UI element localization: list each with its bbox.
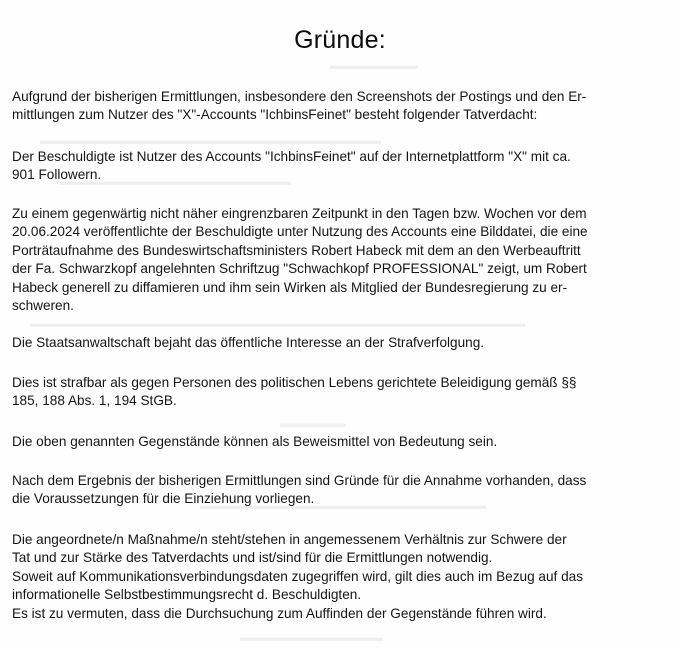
paragraph-beweismittel [12,433,672,451]
text-line: Porträtaufnahme des Bundeswirtschaftsministers Robert Habeck mit dem an den Werbeauftritt [12,242,581,258]
bleed-through-mark: ▬▬▬▬▬▬▬▬▬▬▬▬▬▬▬▬▬▬▬▬▬ [60,176,291,188]
text-line: Aufgrund der bisherigen Ermittlungen, insbesondere den Screenshots der Postings und den Er- [12,89,587,104]
paragraph-account [12,148,672,185]
text-line: 901 Followern. [12,167,102,183]
bleed-through-mark: ▬▬▬▬▬▬▬▬▬▬▬▬▬▬▬▬▬▬▬▬▬▬▬▬▬▬ [200,500,486,512]
text-line: die Voraussetzungen für die Einziehung vorliegen. [12,491,315,507]
text-line: Der Beschuldigte ist Nutzer des Accounts "IchbinsFeinet" auf der Internetplattform "X" mit ca. [12,149,571,164]
bleed-through-mark: ▬▬▬▬▬▬▬▬▬▬▬▬▬ [240,632,383,644]
paragraph-oeffentliches-interesse [12,334,672,352]
text-line: Tat und zur Stärke des Tatverdachts und ist/sind für die Ermittlungen notwendig. [12,550,493,566]
text-line: Soweit auf Kommunikationsverbindungsdaten zugegriffen wird, gilt dies auch im Bezug auf das [12,568,584,584]
document-title: Gründe: [294,26,386,54]
text-line: Die angeordnete/n Maßnahme/n steht/stehen in angemessenem Verhältnis zur Schwere der [12,532,567,547]
text-line: Dies ist strafbar als gegen Personen des politischen Lebens gerichtete Beleidigung gemäß §§ [12,375,577,390]
text-line: Es ist zu vermuten, dass die Durchsuchung zum Auffinden der Gegenstände führen wird. [12,605,547,621]
text-line: Nach dem Ergebnis der bisherigen Ermittlungen sind Gründe für die Annahme vorhanden, dass [12,473,587,488]
paragraph-einziehung [12,472,672,509]
text-line: Die Staatsanwaltschaft bejaht das öffentliche Interesse an der Strafverfolgung. [12,335,485,350]
paragraph-tathergang [12,205,672,315]
paragraph-tatverdacht-intro [12,88,672,125]
text-line: schweren. [12,298,74,314]
paragraph-verhaeltnismaessigkeit [12,531,672,623]
text-line: der Fa. Schwarzkopf angelehnten Schriftzug "Schwachkopf PROFESSIONAL" zeigt, um Robert [12,261,587,277]
bleed-through-mark: ▬▬▬▬▬▬▬▬▬▬▬▬▬▬▬▬▬▬▬▬▬▬▬▬▬▬▬▬▬▬▬ [40,135,381,147]
paragraph-strafbarkeit [12,374,672,411]
bleed-through-mark: ▬▬▬▬▬▬▬▬ [330,60,418,72]
text-line: Zu einem gegenwärtig nicht näher eingrenzbaren Zeitpunkt in den Tagen bzw. Wochen vor dem [12,206,587,221]
text-line: 185, 188 Abs. 1, 194 StGB. [12,393,177,409]
bleed-through-mark: ▬▬▬▬▬▬ [280,418,346,430]
text-line: 20.06.2024 veröffentlichte der Beschuldigte unter Nutzung des Accounts eine Bilddatei, die eine [12,224,588,240]
text-line: Habeck generell zu diffamieren und ihm sein Wirken als Mitglied der Bundesregierung zu er- [12,279,568,295]
text-line: informationelle Selbstbestimmungsrecht d. Beschuldigten. [12,587,362,603]
text-line: mittlungen zum Nutzer des "X"-Accounts "IchbinsFeinet" besteht folgender Tatverdacht: [12,107,538,123]
text-line: Die oben genannten Gegenstände können als Beweismittel von Bedeutung sein. [12,434,498,449]
bleed-through-mark: ▬▬▬▬▬▬▬▬▬▬▬▬▬▬▬▬▬▬▬▬▬▬▬▬▬▬▬▬▬▬▬▬▬▬▬▬▬▬▬▬▬▬▬▬▬ [30,318,525,330]
